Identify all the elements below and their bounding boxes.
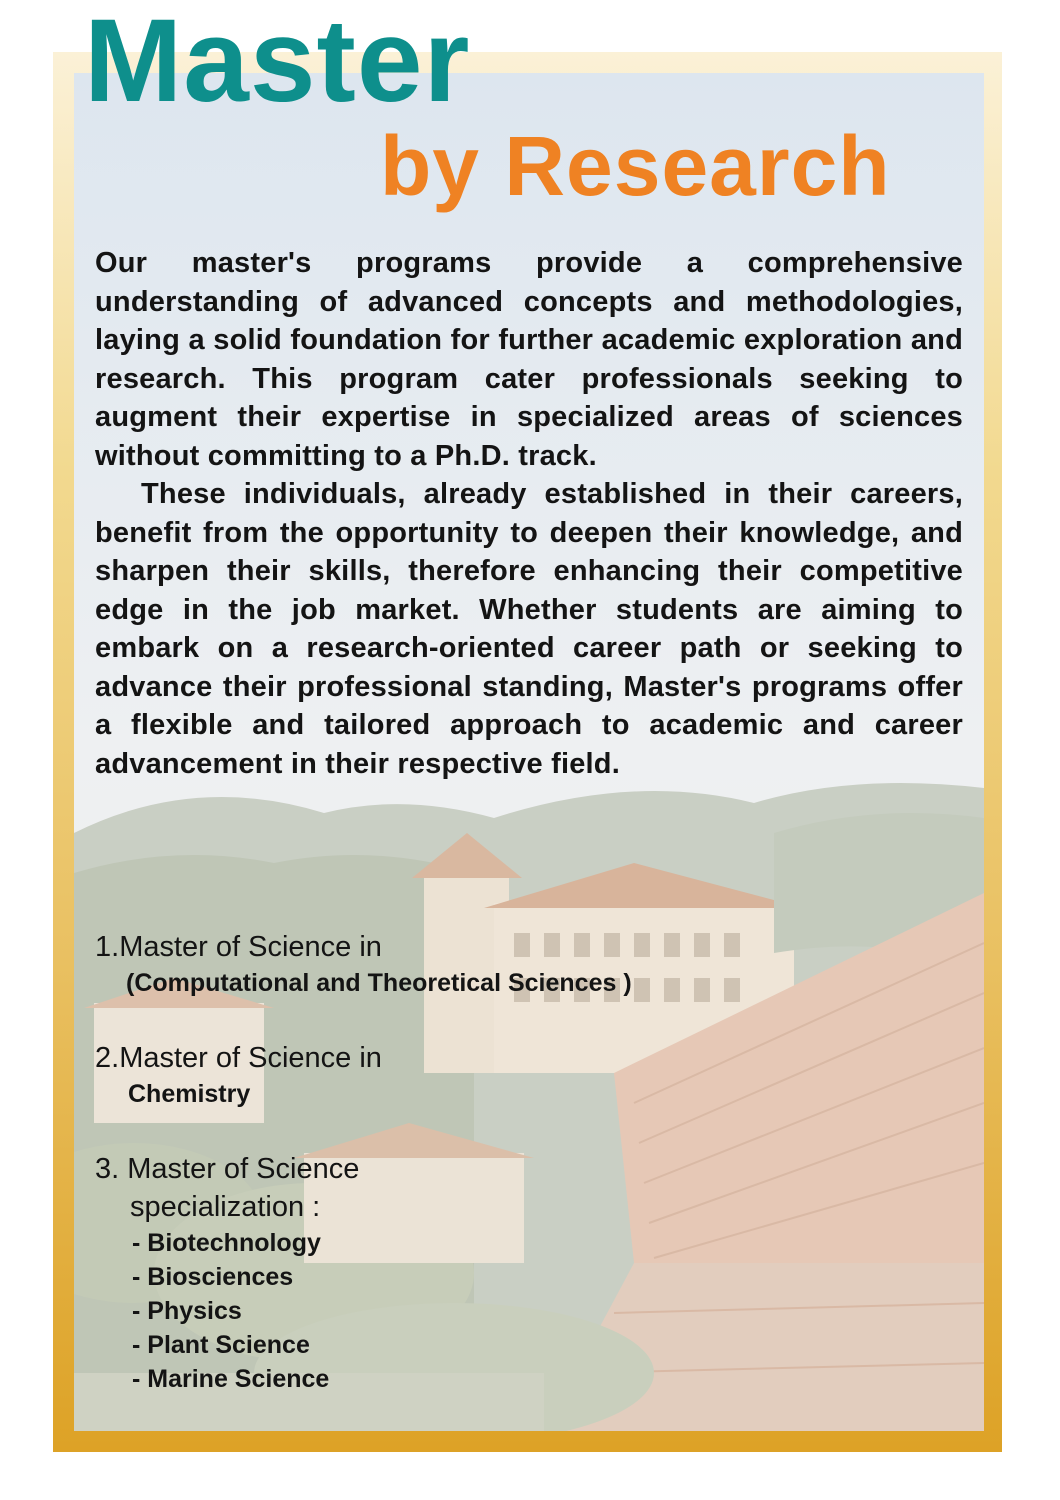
list-item: - Biosciences: [132, 1263, 294, 1291]
program-title: Master of Science in: [119, 931, 382, 963]
intro-paragraph-2: These individuals, already established in their careers, benefit from the opportunity to deepen their knowledge, and sharpen their skills, therefore enhancing their competitive edge in the job market. Whether students are aiming to embark on a research-oriented career path or seeking to advance their professional standing, Master's programs offer a flexible and tailored approach to academic and career advancement in their respective field.: [95, 478, 963, 780]
intro-paragraph-1: Our master's programs provide a comprehensive understanding of advanced concepts and methodologies, laying a solid foundation for further academic exploration and research. This program cater professionals seeking to augment their expertise in specialized areas of sciences without committing to a Ph.D. track.: [95, 247, 963, 472]
program-subtitle: Chemistry: [128, 1080, 251, 1108]
title-by-research: by Research: [380, 119, 891, 213]
program-number: 1.: [95, 931, 120, 963]
program-title: Master of Science in: [119, 1042, 382, 1074]
program-subtitle: specialization :: [130, 1191, 321, 1223]
program-item-3: [95, 1150, 359, 1396]
program-number: 2.: [95, 1042, 120, 1074]
specialization-list: [95, 1226, 359, 1396]
intro-text: [95, 244, 963, 783]
list-item: - Physics: [132, 1297, 242, 1325]
program-title: Master of Science: [127, 1153, 360, 1185]
list-item: - Biotechnology: [132, 1229, 321, 1257]
program-number: 3.: [95, 1153, 120, 1185]
program-item-2: [95, 1039, 382, 1111]
list-item: - Plant Science: [132, 1331, 310, 1359]
program-item-1: [95, 928, 632, 1000]
program-subtitle: (Computational and Theoretical Sciences ): [126, 969, 632, 997]
title-master: Master: [84, 0, 471, 127]
list-item: - Marine Science: [132, 1365, 330, 1393]
